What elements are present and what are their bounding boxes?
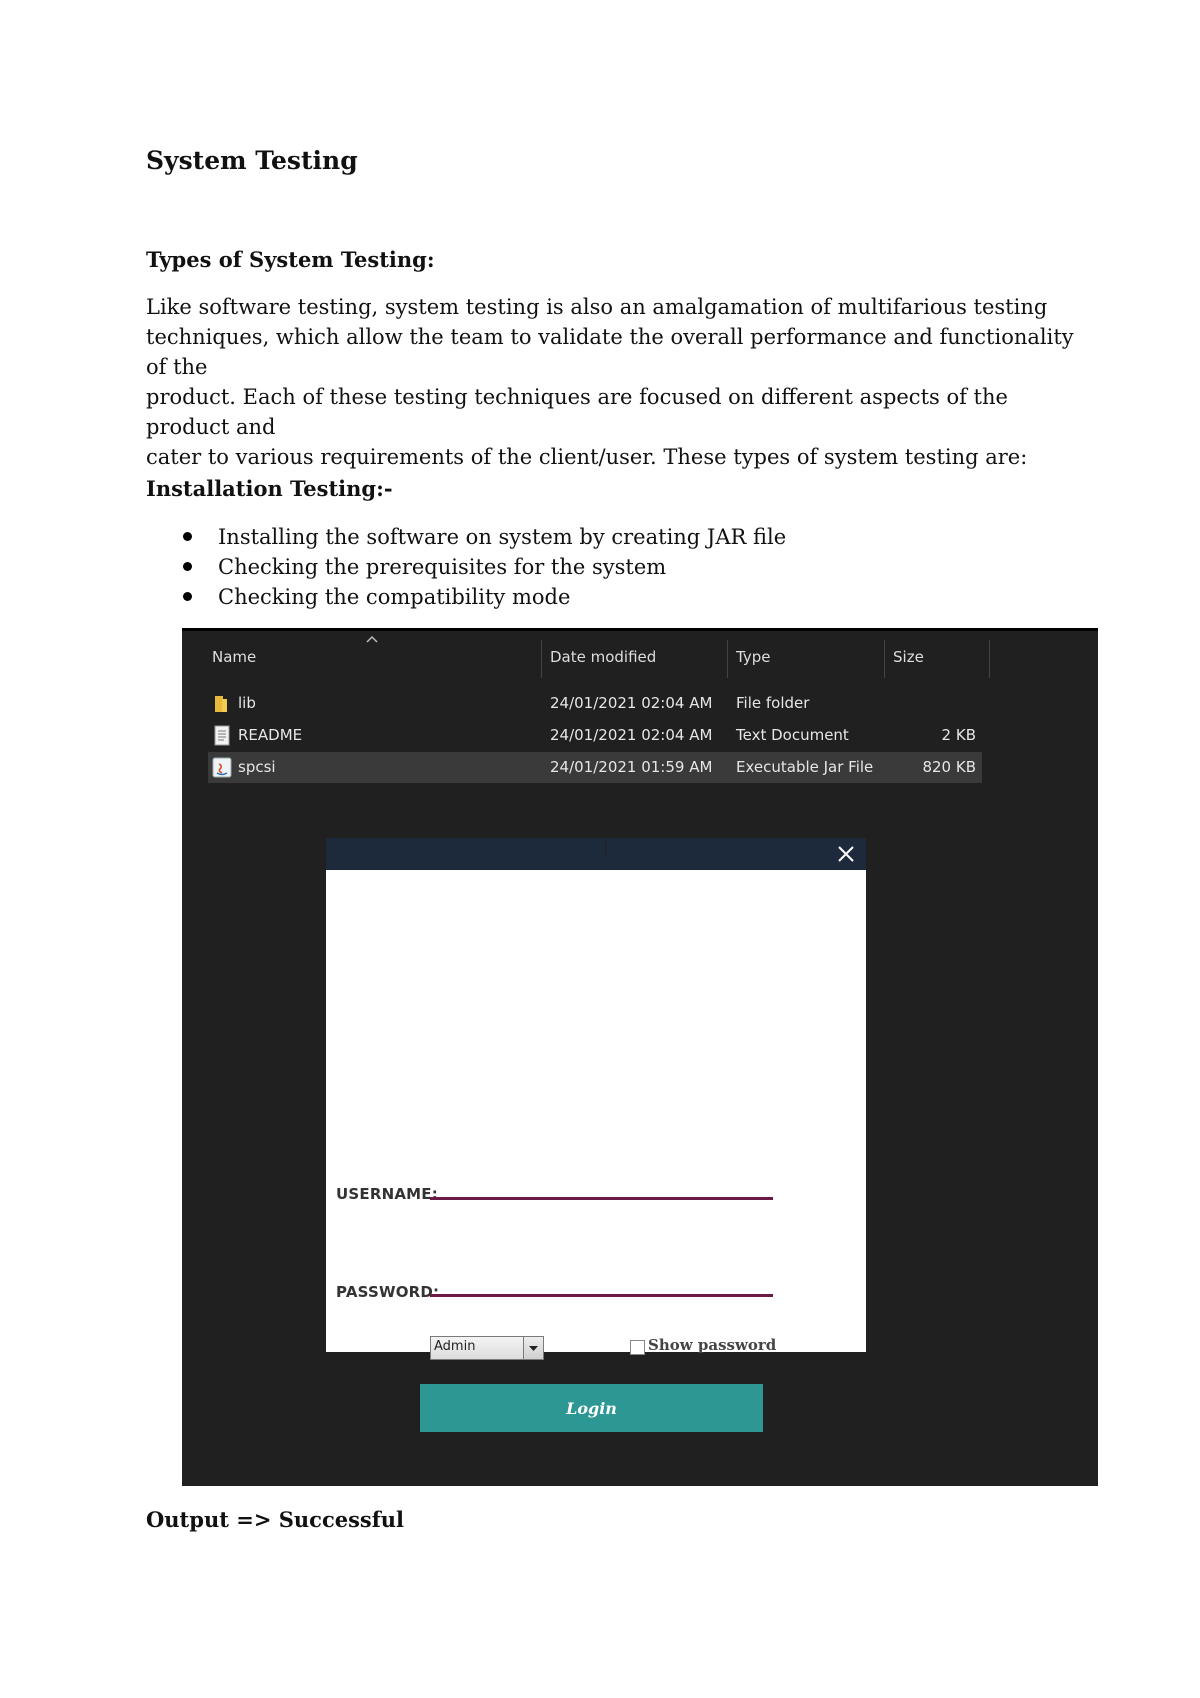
list-item xyxy=(175,522,786,552)
paragraph-line: techniques, which allow the team to validate the overall performance and functionality of the xyxy=(146,325,1074,379)
show-password-checkbox[interactable] xyxy=(630,1340,645,1355)
paragraph-line: product. Each of these testing techniques are focused on different aspects of the product and xyxy=(146,385,1008,439)
file-row-spcsi[interactable] xyxy=(208,752,982,783)
file-date: 24/01/2021 02:04 AM xyxy=(550,694,713,712)
list-item-text: Checking the prerequisites for the system xyxy=(218,555,667,579)
list-item-text: Installing the software on system by creating JAR file xyxy=(218,525,787,549)
username-label: USERNAME: xyxy=(336,1185,438,1203)
password-field[interactable] xyxy=(430,1272,773,1297)
column-divider[interactable] xyxy=(727,640,728,678)
password-label: PASSWORD: xyxy=(336,1283,440,1301)
file-name: spcsi xyxy=(238,758,276,776)
types-heading: Types of System Testing: xyxy=(146,247,435,272)
file-name: README xyxy=(238,726,303,744)
column-header-type[interactable]: Type xyxy=(736,648,771,666)
list-item xyxy=(175,582,786,612)
file-row-readme[interactable] xyxy=(208,720,982,751)
java-jar-icon xyxy=(212,757,232,778)
bullet-icon xyxy=(183,562,192,571)
login-button[interactable]: Login xyxy=(420,1384,763,1432)
file-name: lib xyxy=(238,694,256,712)
show-password-label[interactable]: Show password xyxy=(648,1336,777,1354)
window-top-border xyxy=(182,628,1098,631)
dropdown-button[interactable] xyxy=(523,1337,543,1359)
installation-heading: Installation Testing:- xyxy=(146,476,393,501)
column-divider[interactable] xyxy=(884,640,885,678)
sort-ascending-icon[interactable] xyxy=(364,633,380,645)
column-header-size[interactable]: Size xyxy=(893,648,924,666)
paragraph-line: cater to various requirements of the client/user. These types of system testing are: xyxy=(146,445,1028,469)
role-select-value: Admin xyxy=(434,1339,476,1354)
document-title: System Testing xyxy=(146,146,358,175)
bullet-icon xyxy=(183,592,192,601)
login-dialog xyxy=(326,838,866,1418)
screenshot-explorer xyxy=(182,628,1098,1486)
close-icon[interactable] xyxy=(828,838,864,870)
file-date: 24/01/2021 02:04 AM xyxy=(550,726,713,744)
bullet-icon xyxy=(183,532,192,541)
column-divider[interactable] xyxy=(989,640,990,678)
username-field[interactable] xyxy=(430,1175,773,1200)
chevron-down-icon xyxy=(524,1337,543,1359)
paragraph-line: Like software testing, system testing is also an amalgamation of multifarious testing xyxy=(146,295,1048,319)
file-type: Executable Jar File xyxy=(736,758,874,776)
column-header-date[interactable]: Date modified xyxy=(550,648,657,666)
column-divider[interactable] xyxy=(541,640,542,678)
column-header-name[interactable]: Name xyxy=(212,648,257,666)
role-select[interactable] xyxy=(430,1336,544,1360)
file-size: 2 KB xyxy=(941,726,976,744)
file-type: Text Document xyxy=(736,726,849,744)
bullet-list xyxy=(175,522,786,612)
output-line: Output => Successful xyxy=(146,1507,405,1532)
folder-icon xyxy=(212,693,232,714)
file-size: 820 KB xyxy=(922,758,976,776)
file-type: File folder xyxy=(736,694,810,712)
list-item xyxy=(175,552,786,582)
text-document-icon xyxy=(212,725,232,746)
text-cursor xyxy=(605,836,606,856)
list-item-text: Checking the compatibility mode xyxy=(218,585,571,609)
file-date: 24/01/2021 01:59 AM xyxy=(550,758,713,776)
dialog-titlebar[interactable] xyxy=(326,838,866,870)
intro-paragraph xyxy=(146,292,1076,472)
file-row-lib[interactable] xyxy=(208,688,982,719)
